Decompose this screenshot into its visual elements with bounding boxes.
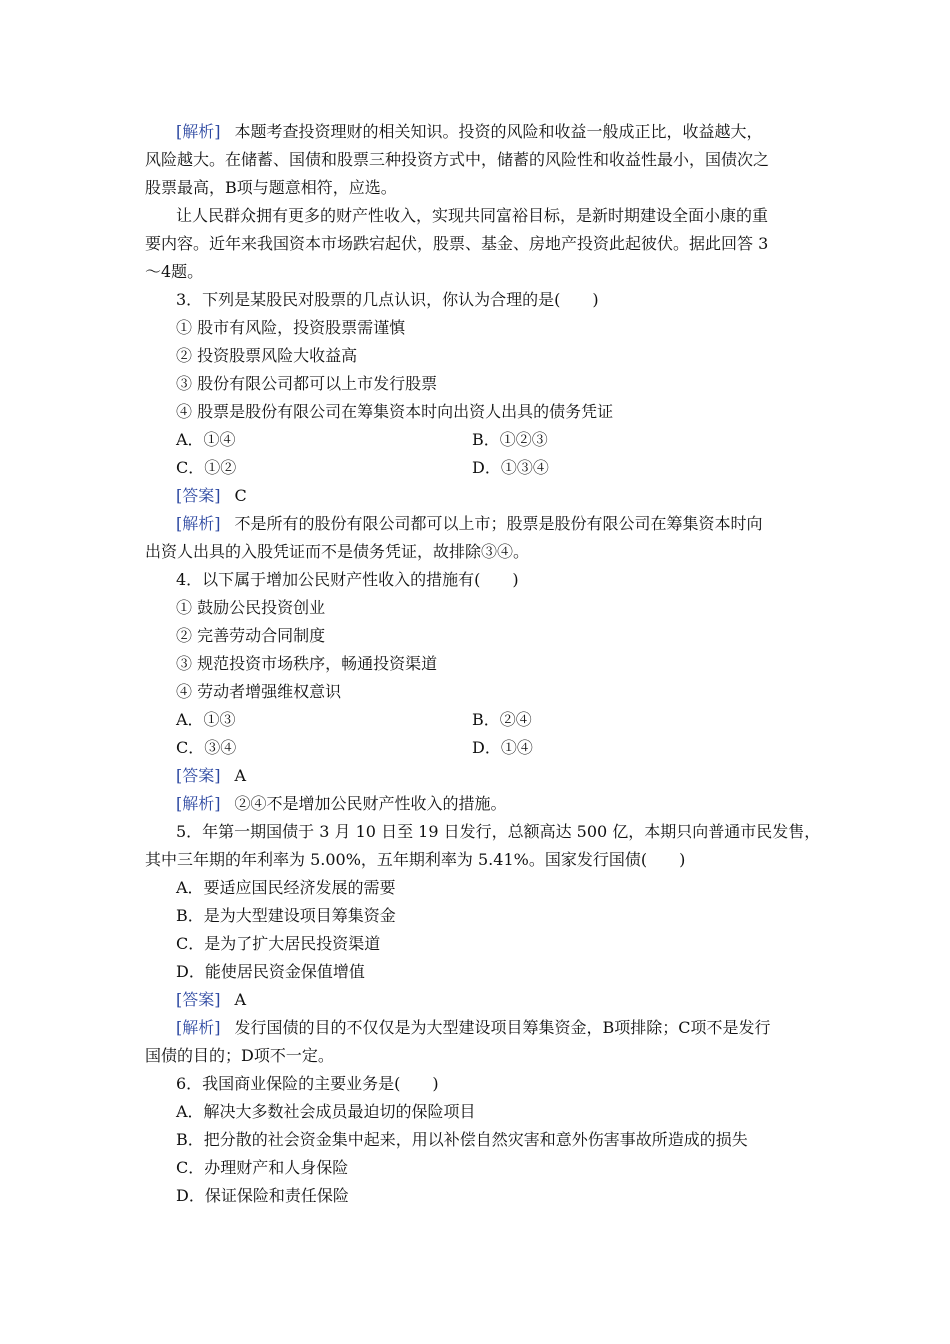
q5-option-d: D．能使居民资金保值增值: [176, 962, 365, 981]
q6-option-d: D．保证保险和责任保险: [176, 1186, 349, 1205]
q4-item-3: ③ 规范投资市场秩序，畅通投资渠道: [176, 654, 438, 673]
q4-option-b: B．②④: [472, 710, 532, 729]
q6-stem: 6．我国商业保险的主要业务是( ): [176, 1074, 439, 1093]
passage-line-2: 要内容。近年来我国资本市场跌宕起伏，股票、基金、房地产投资此起彼伏。据此回答 3: [145, 234, 769, 253]
q3-option-d: D．①③④: [472, 458, 549, 477]
answer-tag: [答案]: [176, 766, 221, 785]
q5-explanation-line-2: 国债的目的；D项不一定。: [145, 1046, 334, 1065]
intro-explanation-line-3: 股票最高，B项与题意相符，应选。: [145, 178, 397, 197]
q4-option-a: A．①③: [176, 710, 236, 729]
q5-explanation-line-1: [解析] 发行国债的目的不仅仅是为大型建设项目筹集资金，B项排除；C项不是发行: [176, 1018, 771, 1037]
q4-option-d: D．①④: [472, 738, 533, 757]
q4-option-c: C．③④: [176, 738, 237, 757]
q3-item-2: ② 投资股票风险大收益高: [176, 346, 358, 365]
q4-explanation-line-1: [解析] ②④不是增加公民财产性收入的措施。: [176, 794, 507, 813]
explanation-tag: [解析]: [176, 794, 221, 813]
q4-item-2: ② 完善劳动合同制度: [176, 626, 326, 645]
q5-option-b: B．是为大型建设项目筹集资金: [176, 906, 396, 925]
answer-tag: [答案]: [176, 486, 221, 505]
q5-answer: [答案] A: [176, 990, 247, 1009]
passage-line-3: ～4题。: [145, 262, 204, 281]
q3-item-3: ③ 股份有限公司都可以上市发行股票: [176, 374, 438, 393]
q5-stem-line-1: 5．年第一期国债于 3 月 10 日至 19 日发行，总额高达 500 亿，本期只向普通市民发售，: [176, 822, 821, 841]
q3-item-4: ④ 股票是股份有限公司在筹集资本时向出资人出具的债务凭证: [176, 402, 614, 421]
q3-option-a: A．①④: [176, 430, 236, 449]
passage-line-1: 让人民群众拥有更多的财产性收入，实现共同富裕目标，是新时期建设全面小康的重: [176, 206, 769, 225]
intro-explanation-line-1: [解析] 本题考查投资理财的相关知识。投资的风险和收益一般成正比，收益越大，: [176, 122, 763, 141]
q6-option-a: A．解决大多数社会成员最迫切的保险项目: [176, 1102, 476, 1121]
q3-explanation-line-1: [解析] 不是所有的股份有限公司都可以上市；股票是股份有限公司在筹集资本时向: [176, 514, 763, 533]
q4-stem: 4．以下属于增加公民财产性收入的措施有( ): [176, 570, 519, 589]
intro-explanation-line-2: 风险越大。在储蓄、国债和股票三种投资方式中，储蓄的风险性和收益性最小，国债次之: [145, 150, 770, 169]
q5-option-a: A．要适应国民经济发展的需要: [176, 878, 396, 897]
q3-item-1: ① 股市有风险，投资股票需谨慎: [176, 318, 406, 337]
q6-option-c: C．办理财产和人身保险: [176, 1158, 349, 1177]
explanation-tag: [解析]: [176, 514, 221, 533]
q3-explanation-line-2: 出资人出具的入股凭证而不是债务凭证，故排除③④。: [145, 542, 530, 561]
q5-stem-line-2: 其中三年期的年利率为 5.00%，五年期利率为 5.41%。国家发行国债( ): [145, 850, 686, 869]
explanation-tag: [解析]: [176, 1018, 221, 1037]
q3-option-b: B．①②③: [472, 430, 548, 449]
answer-tag: [答案]: [176, 990, 221, 1009]
q5-option-c: C．是为了扩大居民投资渠道: [176, 934, 381, 953]
explanation-tag: [解析]: [176, 122, 221, 141]
q6-option-b: B．把分散的社会资金集中起来，用以补偿自然灾害和意外伤害事故所造成的损失: [176, 1130, 748, 1149]
q3-answer: [答案] C: [176, 486, 247, 505]
q4-item-1: ① 鼓励公民投资创业: [176, 598, 326, 617]
q4-answer: [答案] A: [176, 766, 247, 785]
q4-item-4: ④ 劳动者增强维权意识: [176, 682, 342, 701]
q3-option-c: C．①②: [176, 458, 237, 477]
q3-stem: 3．下列是某股民对股票的几点认识，你认为合理的是( ): [176, 290, 599, 309]
